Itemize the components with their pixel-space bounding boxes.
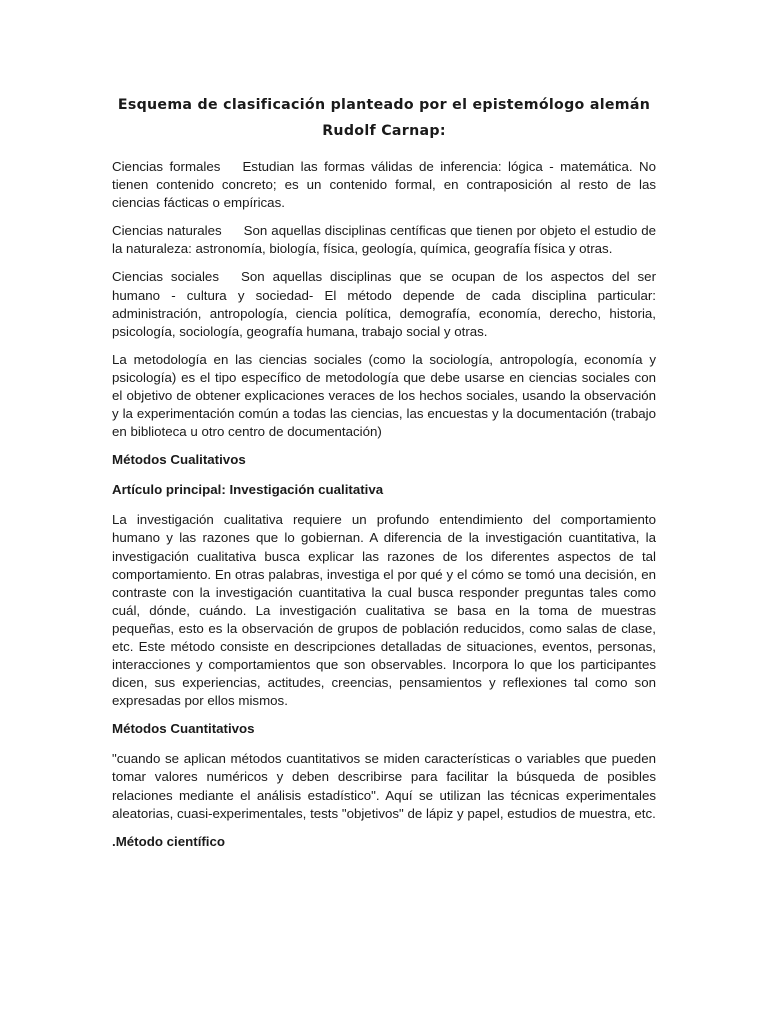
classification-description: Son aquellas disciplinas centíficas que tienen por objeto el estudio de la naturaleza: astronomía, biología, física, geología, química, geografía física y otras. bbox=[112, 223, 656, 257]
classification-term: Ciencias naturales bbox=[112, 223, 222, 239]
title-line-2: Rudolf Carnap: bbox=[322, 123, 446, 139]
methodology-paragraph: La metodología en las ciencias sociales (como la sociología, antropología, economía y psicología) es el tipo específico de metodología que debe usarse en ciencias sociales con el objetivo de obtener explicaciones veraces de los hechos sociales, usando la observación y la experimentación común a todas las ciencias, las encuestas y la documentación (trabajo en biblioteca u otro centro de documentación) bbox=[112, 351, 656, 440]
document-title bbox=[112, 92, 656, 144]
classification-term: Ciencias sociales bbox=[112, 269, 219, 285]
qualitative-subheading: Artículo principal: Investigación cualitativa bbox=[112, 482, 384, 498]
classification-formal bbox=[112, 158, 656, 212]
classification-term: Ciencias formales bbox=[112, 159, 221, 174]
classification-description: Son aquellas disciplinas que se ocupan de los aspectos del ser humano - cultura y sociedad- El método depende de cada disciplina particular: administración, antropología, ciencia política, demografía, economía, derecho, historia, psicología, sociología, geografía humana, trabajo social y otras. bbox=[112, 269, 656, 339]
qualitative-paragraph: La investigación cualitativa requiere un profundo entendimiento del comportamiento humano y las razones que lo gobiernan. A diferencia de la investigación cuantitativa, la investigación cualitativa busca explicar las razones de los diferentes aspectos de tal comportamiento. En otras palabras, investiga el por qué y el cómo se tomó una decisión, en contraste con la investigación cuantitativa la cual busca responder preguntas tales como cuál, dónde, cuándo. La investigación cualitativa se basa en la toma de muestras pequeñas, esto es la observación de grupos de población reducidos, como salas de clase, etc. Este método consiste en descripciones detalladas de situaciones, eventos, personas, interacciones y comportamientos que son observables. Incorpora lo que los participantes dicen, sus experiencias, actitudes, creencias, pensamientos y reflexiones tal como son expresadas por ellos mismos. bbox=[112, 512, 656, 709]
title-line-1: Esquema de clasificación planteado por el epistemólogo alemán bbox=[117, 97, 651, 113]
classification-social bbox=[112, 268, 656, 340]
classification-natural bbox=[112, 222, 656, 258]
document-page bbox=[112, 92, 656, 863]
quantitative-heading: Métodos Cuantitativos bbox=[112, 721, 255, 737]
scientific-method-heading: .Método científico bbox=[112, 833, 226, 849]
qualitative-heading: Métodos Cualitativos bbox=[112, 452, 246, 468]
quantitative-paragraph: "cuando se aplican métodos cuantitativos se miden características o variables que pueden tomar valores numéricos y deben describirse para facilitar la búsqueda de posibles relaciones mediante el análisis estadístico". Aquí se utilizan las técnicas experimentales aleatorias, cuasi-experimentales, tests "objetivos" de lápiz y papel, estudios de muestra, etc. bbox=[112, 751, 656, 821]
classification-description: Estudian las formas válidas de inferencia: lógica - matemática. No tienen contenido concreto; es un contenido formal, en contraposición al resto de las ciencias fácticas o empíricas. bbox=[112, 159, 656, 211]
